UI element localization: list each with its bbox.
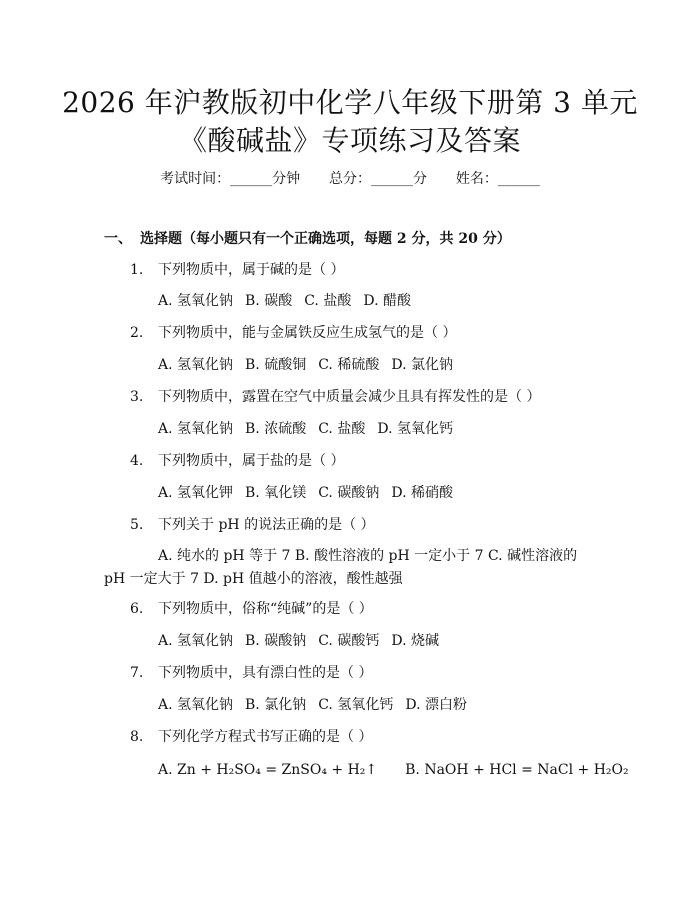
question-7	[130, 663, 372, 683]
option-a: A. 氢氧化钾	[158, 485, 234, 501]
option-c: C. 盐酸	[304, 293, 352, 309]
document-title-line-2: 《酸碱盐》专项练习及答案	[178, 124, 521, 157]
question-2	[130, 323, 456, 343]
question-number: 8.	[130, 729, 144, 745]
time-blank: ______	[230, 171, 273, 187]
question-number: 3.	[130, 389, 144, 405]
option-c: C. 盐酸	[318, 421, 366, 437]
option-c: C. 碳酸钠	[318, 485, 380, 501]
question-8	[130, 727, 372, 747]
question-2-options	[158, 355, 465, 375]
name-blank: ______	[497, 171, 540, 187]
question-text: 下列物质中，露置在空气中质量会减少且具有挥发性的是（ ）	[158, 389, 541, 405]
option-c: C. 碳酸钙	[318, 633, 380, 649]
question-text: 下列物质中，能与金属铁反应生成氢气的是（ ）	[158, 325, 457, 341]
option-b: B. 氧化镁	[245, 485, 307, 501]
time-unit: 分钟	[272, 171, 301, 187]
section-title: 选择题（每小题只有一个正确选项，每题 2 分，共 20 分）	[140, 231, 511, 247]
time-label: 考试时间：	[160, 171, 231, 187]
question-4	[130, 451, 344, 471]
question-3-options	[158, 419, 465, 439]
question-text: 下列物质中，属于碱的是（ ）	[158, 262, 345, 278]
option-a: A. 氢氧化钠	[158, 697, 234, 713]
option-d: D. 烧碱	[391, 633, 439, 649]
score-blank: ______	[371, 171, 413, 187]
question-text: 下列化学方程式书写正确的是（ ）	[158, 729, 373, 745]
section-heading	[104, 228, 511, 248]
question-5	[130, 515, 375, 535]
question-text: 下列物质中，具有漂白性的是（ ）	[158, 665, 373, 681]
question-7-options	[158, 695, 479, 715]
question-text: 下列物质中，属于盐的是（ ）	[158, 453, 345, 469]
question-text: 下列关于 pH 的说法正确的是（ ）	[158, 517, 375, 533]
option-b: B. 碳酸钠	[245, 633, 307, 649]
question-number: 6.	[130, 601, 144, 617]
question-5-options-line-1: A. 纯水的 pH 等于 7 B. 酸性溶液的 pH 一定小于 7 C. 碱性溶液的	[158, 548, 578, 564]
question-number: 4.	[130, 453, 144, 469]
question-6	[130, 599, 373, 619]
question-8-options	[158, 760, 641, 780]
question-3	[130, 387, 540, 407]
question-text: 下列物质中，俗称“纯碱”的是（ ）	[158, 601, 373, 617]
score-label: 总分：	[329, 171, 371, 187]
question-1-options	[158, 291, 423, 311]
option-a: A. 氢氧化钠	[158, 421, 234, 437]
option-d: D. 醋酸	[363, 293, 411, 309]
option-b: B. 硫酸铜	[245, 357, 307, 373]
name-label: 姓名：	[455, 171, 498, 187]
question-1	[130, 260, 344, 280]
score-unit: 分	[413, 171, 427, 187]
section-number: 一、	[104, 231, 132, 247]
option-d: D. 氢氧化钙	[377, 421, 453, 437]
option-c: C. 氢氧化钙	[318, 697, 394, 713]
question-4-options	[158, 483, 465, 503]
option-a: A. 氢氧化钠	[158, 357, 234, 373]
option-d: D. 稀硝酸	[391, 485, 453, 501]
exam-info-line	[0, 168, 700, 188]
option-b: B. 碳酸	[245, 293, 293, 309]
question-number: 2.	[130, 325, 144, 341]
option-a: A. Zn + H₂SO₄ = ZnSO₄ + H₂↑	[158, 762, 378, 778]
question-number: 5.	[130, 517, 144, 533]
option-b: B. NaOH + HCl = NaCl + H₂O₂	[405, 762, 629, 778]
question-6-options	[158, 631, 451, 651]
option-d: D. 氯化钠	[391, 357, 453, 373]
document-title-line-1: 2026 年沪教版初中化学八年级下册第 3 单元	[62, 86, 638, 119]
option-d: D. 漂白粉	[405, 697, 467, 713]
option-a: A. 氢氧化钠	[158, 633, 234, 649]
option-b: B. 氯化钠	[245, 697, 307, 713]
question-number: 7.	[130, 665, 144, 681]
option-c: C. 稀硫酸	[318, 357, 380, 373]
question-5-options-line-2: pH 一定大于 7 D. pH 值越小的溶液，酸性越强	[104, 571, 403, 587]
option-a: A. 氢氧化钠	[158, 293, 234, 309]
question-number: 1.	[130, 262, 144, 278]
option-b: B. 浓硫酸	[245, 421, 307, 437]
